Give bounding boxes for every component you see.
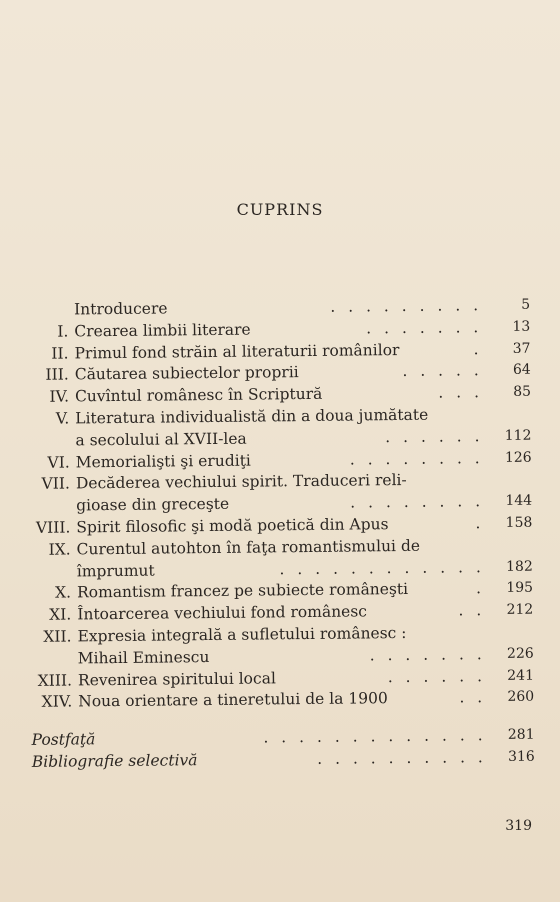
- chapter-number: XIV.: [41, 692, 73, 712]
- chapter-number: IX.: [48, 540, 71, 559]
- back-matter-entry: . . . . . . . . . . . . . Postfaţă 281: [25, 725, 545, 752]
- chapter-number: I.: [57, 322, 69, 341]
- page-number: 13: [512, 318, 531, 335]
- chapter-title: Întoarcerea vechiului fond românesc: [77, 602, 368, 624]
- toc-entry: XI. . . Întoarcerea vechiului fond românesc 212: [23, 600, 543, 627]
- page-number: 5: [521, 296, 531, 313]
- chapter-number: X.: [55, 583, 72, 603]
- chapter-title: Curentul autohton în faţa romantismului de: [76, 536, 421, 559]
- chapter-title: Mihail Eminescu: [77, 647, 210, 668]
- page-number: 64: [512, 362, 531, 379]
- page-number: 281: [507, 726, 535, 744]
- chapter-number: VII.: [41, 474, 71, 494]
- chapter-title: a secolului al XVII-lea: [75, 429, 247, 450]
- chapter-number: XI.: [49, 605, 72, 624]
- page-number: 182: [505, 558, 533, 575]
- toc-entry: VIII. . Spirit filosofic şi modă poetică din Apus 158: [22, 513, 542, 540]
- chapter-title: Spirit filosofic şi modă poetică din Apus: [76, 515, 389, 537]
- page-number: 212: [506, 601, 534, 619]
- chapter-title: Noua orientare a tineretului de la 1900: [78, 689, 388, 711]
- chapter-number: VIII.: [35, 518, 71, 537]
- toc-entry: . . . . . . . . . . . . împrumut 182: [23, 556, 543, 583]
- toc-entry: II. . Primul fond străin al literaturii românilor 37: [20, 338, 540, 365]
- page-number: 241: [507, 667, 535, 684]
- chapter-title: gioase din greceşte: [76, 494, 230, 515]
- toc-entry: . . . . . . . . gioase din greceşte 144: [22, 491, 542, 518]
- chapter-title: Decăderea vechiului spirit. Traduceri reli-: [75, 471, 407, 493]
- page-number: 37: [512, 340, 531, 357]
- chapter-title: împrumut: [76, 561, 155, 580]
- toc-entry: . . . . . . . . . Introducere 5: [20, 295, 540, 322]
- toc-entry: X. . Romantism francez pe subiecte româneşti 195: [23, 578, 543, 605]
- chapter-title: Memorialişti şi erudiţi: [75, 451, 251, 472]
- chapter-number: XII.: [43, 627, 72, 646]
- chapter-title: Revenirea spiritului local: [77, 668, 276, 689]
- chapter-number: IV.: [49, 387, 70, 406]
- chapter-title: Primul fond străin al literaturii românilor: [74, 340, 400, 363]
- chapter-number: II.: [51, 344, 69, 363]
- chapter-number: XIII.: [37, 671, 73, 690]
- page-number: 195: [506, 580, 534, 597]
- page-number: 158: [505, 514, 533, 531]
- toc-entry: III. . . . . . Căutarea subiectelor proprii 64: [21, 360, 541, 387]
- chapter-title: Expresia integrală a sufletului românesc :: [77, 623, 407, 646]
- chapter-title: Literatura individualistă din a doua jumătate: [75, 405, 429, 428]
- toc-entry: . . . . . . a secolului al XVII-lea 112: [21, 425, 541, 452]
- page-number: 144: [505, 492, 533, 510]
- back-matter-title: Bibliografie selectivă: [31, 751, 198, 771]
- chapter-title: Căutarea subiectelor proprii: [74, 363, 299, 384]
- page-title: CUPRINS: [236, 200, 324, 219]
- chapter-title: Crearea limbii literare: [74, 320, 251, 341]
- toc-entry: XIII. . . . . . . Revenirea spiritului local 241: [24, 665, 544, 692]
- table-of-contents: [20, 295, 545, 774]
- chapter-number: VI.: [47, 453, 70, 472]
- page-number: 112: [504, 427, 532, 444]
- page-number: 316: [507, 748, 535, 765]
- page-number: 260: [507, 688, 535, 706]
- chapter-title: Cuvîntul românesc în Scriptură: [74, 385, 323, 406]
- toc-entry: IV. . . . Cuvîntul românesc în Scriptură 85: [21, 382, 541, 409]
- toc-entry: VI. . . . . . . . . Memorialişti şi erudiţi 126: [22, 447, 542, 474]
- chapter-title: Introducere: [74, 299, 168, 319]
- back-matter-title: Postfaţă: [31, 730, 96, 750]
- page-number: 126: [504, 449, 532, 466]
- chapter-number: V.: [55, 409, 70, 428]
- chapter-title: Romantism francez pe subiecte româneşti: [76, 580, 409, 602]
- toc-entry: XIV. . . Noua orientare a tineretului de la 1900 260: [24, 687, 544, 714]
- toc-entry: . . . . . . . Mihail Eminescu 226: [24, 643, 544, 670]
- page-number: 226: [506, 645, 534, 662]
- final-page-number: 319: [505, 818, 532, 834]
- chapter-number: III.: [45, 365, 69, 385]
- toc-entry: I. . . . . . . . Crearea limbii literare 13: [20, 316, 540, 343]
- page-number: 85: [513, 383, 532, 401]
- back-matter-entry: . . . . . . . . . . Bibliografie selectivă 316: [25, 746, 545, 773]
